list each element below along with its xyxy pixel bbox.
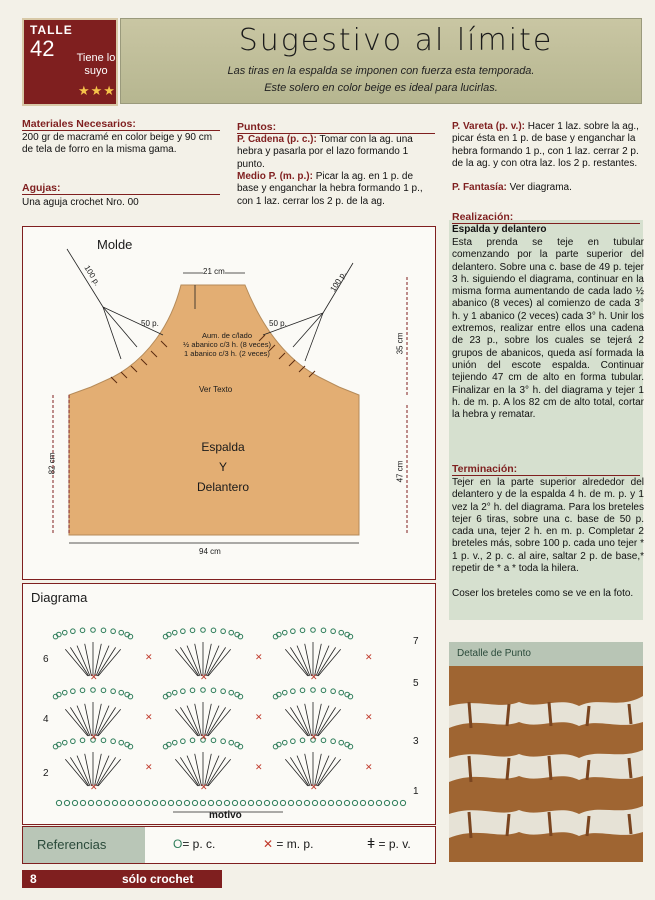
chain-stitch bbox=[224, 800, 229, 805]
chain-stitch bbox=[181, 739, 186, 744]
realization-title: Realización: bbox=[452, 211, 514, 223]
pattern-drawing bbox=[23, 227, 435, 579]
increase-note: Aum. de c/lado ½ abanico c/3 h. (8 veces) 1 abanico c/3 h. (2 veces) bbox=[183, 331, 271, 358]
single-crochet: ✕ bbox=[90, 732, 98, 742]
chain-stitch bbox=[80, 738, 85, 743]
chain-stitch bbox=[344, 800, 349, 805]
chain-stitch bbox=[80, 688, 85, 693]
chain-stitch bbox=[172, 690, 177, 695]
chain-stitch bbox=[311, 688, 316, 693]
total-height-label: 82 cm bbox=[47, 452, 57, 475]
finishing-text: Tejer en la parte superior alrededor del delantero y de la espalda 4 h. de m. p. y 1 vez la 2° h. del diagrama. Para los breteles tejer 6 tiras, sobre una c. base de 50 p. cada una, tejer 2 h. en m. p. Completar 2 breteles más, sobre 100 p. cada uno tejer * 1 p. v., 2 p. c. al aire, saltar 2 p. de base,* repetir de * a * toda la hilera. bbox=[452, 477, 644, 575]
chain-stitch bbox=[112, 800, 117, 805]
chain-stitch bbox=[190, 628, 195, 633]
chain-stitch bbox=[136, 800, 141, 805]
chain-stitch bbox=[331, 629, 336, 634]
realization-subtitle: Espalda y delantero bbox=[452, 224, 547, 235]
row-1: 1 bbox=[413, 786, 419, 797]
finishing-title: Terminación: bbox=[452, 463, 518, 475]
chain-stitch bbox=[240, 800, 245, 805]
chain-stitch bbox=[229, 630, 234, 635]
materials-text: 200 gr de macramé en color beige y 90 cm de tela de forro en la misma gama. bbox=[22, 132, 213, 156]
single-crochet: ✕ bbox=[145, 712, 153, 722]
strap-50-left: 50 p. bbox=[141, 319, 159, 328]
lower-height-label: 47 cm bbox=[395, 460, 405, 483]
chain-stitch bbox=[71, 689, 76, 694]
chain-stitch bbox=[328, 800, 333, 805]
chain-stitch bbox=[71, 739, 76, 744]
chain-stitch bbox=[101, 738, 106, 743]
chain-stitch bbox=[282, 740, 287, 745]
chain-stitch bbox=[282, 630, 287, 635]
see-text-label: Ver Texto bbox=[199, 385, 233, 394]
chain-stitch bbox=[300, 738, 305, 743]
chain-stitch bbox=[300, 628, 305, 633]
chain-stitch bbox=[152, 800, 157, 805]
chain-stitch bbox=[376, 800, 381, 805]
single-crochet: ✕ bbox=[365, 712, 373, 722]
strap-50-right: 50 p. bbox=[269, 319, 287, 328]
subtitle-line-2: Este solero en color beige es ideal para lucirlas. bbox=[264, 82, 498, 94]
chain-stitch bbox=[280, 800, 285, 805]
motif-label: motivo bbox=[209, 810, 242, 821]
single-crochet: ✕ bbox=[365, 762, 373, 772]
single-crochet: ✕ bbox=[200, 782, 208, 792]
page-number: 8 bbox=[30, 872, 37, 886]
chain-stitch bbox=[111, 689, 116, 694]
chain-stitch bbox=[201, 688, 206, 693]
chain-stitch bbox=[111, 739, 116, 744]
size-number: 42 bbox=[30, 36, 55, 61]
detail-label-bar bbox=[449, 642, 643, 666]
chain-stitch bbox=[392, 800, 397, 805]
chain-stitch bbox=[232, 800, 237, 805]
chain-stitch bbox=[400, 800, 405, 805]
chain-stitch bbox=[192, 800, 197, 805]
chain-stitch bbox=[128, 800, 133, 805]
size-label: TALLE bbox=[30, 23, 73, 37]
stitch-detail-photo bbox=[449, 642, 643, 862]
chain-stitch bbox=[62, 740, 67, 745]
chain-stitch bbox=[119, 690, 124, 695]
chain-stitch bbox=[120, 800, 125, 805]
single-crochet: ✕ bbox=[255, 652, 263, 662]
chain-stitch bbox=[208, 800, 213, 805]
chain-stitch bbox=[264, 800, 269, 805]
chain-stitch bbox=[181, 629, 186, 634]
chain-stitch bbox=[296, 800, 301, 805]
chain-stitch bbox=[62, 630, 67, 635]
chain-stitch bbox=[272, 800, 277, 805]
materials-title: Materiales Necesarios: bbox=[22, 118, 136, 130]
chain-stitch bbox=[181, 689, 186, 694]
stitch-diagram-box bbox=[22, 583, 436, 825]
legend-title-box bbox=[23, 827, 145, 863]
single-crochet: ✕ bbox=[145, 762, 153, 772]
chain-stitch bbox=[111, 629, 116, 634]
strap-label-left: 100 p. bbox=[82, 263, 102, 288]
chain-stitch bbox=[91, 688, 96, 693]
chain-stitch bbox=[56, 800, 61, 805]
chain-stitch bbox=[80, 628, 85, 633]
single-crochet: ✕ bbox=[310, 782, 318, 792]
needles-text: Una aguja crochet Nro. 00 bbox=[22, 197, 139, 208]
single-crochet: ✕ bbox=[365, 652, 373, 662]
chain-stitch bbox=[211, 688, 216, 693]
diagram-title: Diagrama bbox=[31, 590, 88, 605]
needles-title: Agujas: bbox=[22, 182, 61, 194]
chain-stitch bbox=[229, 690, 234, 695]
chain-stitch bbox=[339, 630, 344, 635]
page-footer bbox=[22, 870, 222, 888]
chain-stitch bbox=[331, 689, 336, 694]
title-banner bbox=[120, 18, 642, 104]
legend-title: Referencias bbox=[37, 837, 107, 852]
stitch-diagram bbox=[23, 584, 435, 824]
chain-stitch bbox=[200, 800, 205, 805]
chain-stitch bbox=[304, 800, 309, 805]
chain-stitch bbox=[331, 739, 336, 744]
top-width-label: 21 cm bbox=[203, 267, 225, 276]
magazine-name: sólo crochet bbox=[122, 872, 194, 886]
finishing-text-2: Coser los breteles como se ve en la foto. bbox=[452, 588, 634, 599]
chain-stitch bbox=[300, 688, 305, 693]
chain-stitch bbox=[62, 690, 67, 695]
chain-stitch bbox=[172, 630, 177, 635]
page-title: Sugestivo al límite bbox=[238, 23, 554, 58]
chain-stitch bbox=[311, 628, 316, 633]
chain-stitch bbox=[190, 738, 195, 743]
chain-stitch bbox=[119, 740, 124, 745]
chain-stitch bbox=[96, 800, 101, 805]
chain-stitch bbox=[80, 800, 85, 805]
chain-stitch bbox=[221, 739, 226, 744]
chain-stitch bbox=[216, 800, 221, 805]
chain-stitch bbox=[352, 800, 357, 805]
chain-stitch bbox=[384, 800, 389, 805]
chain-stitch bbox=[72, 800, 77, 805]
legend-chain: O= p. c. bbox=[173, 837, 216, 851]
chain-stitch bbox=[321, 628, 326, 633]
chain-stitch bbox=[144, 800, 149, 805]
chain-stitch bbox=[101, 628, 106, 633]
chain-stitch bbox=[282, 690, 287, 695]
chain-stitch bbox=[211, 628, 216, 633]
chain-stitch bbox=[176, 800, 181, 805]
chain-stitch bbox=[160, 800, 165, 805]
single-crochet: ✕ bbox=[145, 652, 153, 662]
chain-stitch bbox=[172, 740, 177, 745]
chain-stitch bbox=[336, 800, 341, 805]
chain-stitch bbox=[201, 628, 206, 633]
difficulty-text: Tiene lo suyo bbox=[76, 52, 116, 77]
chain-stitch bbox=[119, 630, 124, 635]
legend-bar bbox=[22, 826, 436, 864]
chain-stitch bbox=[248, 800, 253, 805]
chain-stitch bbox=[104, 800, 109, 805]
single-crochet: ✕ bbox=[200, 732, 208, 742]
pattern-box bbox=[22, 226, 436, 580]
chain-stitch bbox=[368, 800, 373, 805]
chain-stitch bbox=[229, 740, 234, 745]
single-crochet: ✕ bbox=[255, 712, 263, 722]
legend-double: ǂ = p. v. bbox=[367, 835, 411, 851]
chain-stitch bbox=[256, 800, 261, 805]
chain-stitch bbox=[221, 629, 226, 634]
row-5: 5 bbox=[413, 678, 419, 689]
chain-stitch bbox=[288, 800, 293, 805]
stitch-vareta: P. Vareta (p. v.): Hacer 1 laz. sobre la ag., picar ésta en 1 p. de base y enganchar la hebra formando 1 p., con 1 laz. cerrar 2 p. de la ag. y con otra laz. los 2 p. restantes. bbox=[452, 121, 639, 169]
chain-stitch bbox=[221, 689, 226, 694]
chain-stitch bbox=[321, 688, 326, 693]
subtitle-line-1: Las tiras en la espalda se imponen con fuerza esta temporada. bbox=[227, 65, 535, 77]
bottom-width-label: 94 cm bbox=[199, 547, 221, 556]
chain-stitch bbox=[190, 688, 195, 693]
single-crochet: ✕ bbox=[310, 672, 318, 682]
detail-title: Detalle de Punto bbox=[457, 648, 531, 659]
row-7: 7 bbox=[413, 636, 419, 647]
chain-stitch bbox=[320, 800, 325, 805]
stitch-medio: Medio P. (m. p.): Picar la ag. en 1 p. de base y enganchar la hebra formando 1 p., con 1 laz. cerrar los 2 p. de la ag. bbox=[237, 171, 423, 207]
pattern-title: Molde bbox=[97, 237, 133, 252]
chain-stitch bbox=[291, 689, 296, 694]
chain-stitch bbox=[64, 800, 69, 805]
difficulty-stars: ★★★ bbox=[78, 83, 116, 98]
single-crochet: ✕ bbox=[200, 672, 208, 682]
crochet-photo bbox=[449, 666, 643, 862]
stitch-cadena: P. Cadena (p. c.): Tomar con la ag. una hebra y pasarla por el lazo formando 1 punto. bbox=[237, 134, 413, 170]
chain-stitch bbox=[339, 740, 344, 745]
row-2: 2 bbox=[43, 768, 49, 779]
chain-stitch bbox=[101, 688, 106, 693]
chain-stitch bbox=[339, 690, 344, 695]
chain-stitch bbox=[360, 800, 365, 805]
chain-stitch bbox=[71, 629, 76, 634]
stitches-title: Puntos: bbox=[237, 121, 277, 133]
chain-stitch bbox=[91, 628, 96, 633]
chain-stitch bbox=[184, 800, 189, 805]
single-crochet: ✕ bbox=[255, 762, 263, 772]
realization-text: Esta prenda se teje en tubular comenzando por la parte superior del delantero. Sobre una c. base de 49 p. tejer 3 h. siguiendo el diagrama, continuar en la misma forma aumentando de cada lado ½ abanico (8 veces) al comienzo de cada 3° h. y 1 abanico (2 veces) cada 3° h. Unir los extremos, realizar entre ellos una cadena de 23 p., sobre los cuales se tejerá 2 grupos de abanicos, queda así formada la unión del escote espalda. Continuar tejiendo 47 cm de alto en forma tubular. Finalizar en la 3° h. del diagrama y tejer 1 h. de m. p. A los 82 cm de alto total, cortar la hebra y rematar. bbox=[452, 237, 644, 421]
chain-stitch bbox=[211, 738, 216, 743]
chain-stitch bbox=[168, 800, 173, 805]
chain-stitch bbox=[88, 800, 93, 805]
single-crochet: ✕ bbox=[90, 782, 98, 792]
strap-label-right: 100 p. bbox=[328, 269, 348, 294]
stitch-fantasia: P. Fantasía: Ver diagrama. bbox=[452, 182, 572, 193]
body-label: Espalda Y Delantero bbox=[196, 440, 250, 494]
chain-stitch bbox=[321, 738, 326, 743]
row-4: 4 bbox=[43, 714, 49, 725]
single-crochet: ✕ bbox=[90, 672, 98, 682]
row-3: 3 bbox=[413, 736, 419, 747]
single-crochet: ✕ bbox=[310, 732, 318, 742]
chain-stitch bbox=[291, 739, 296, 744]
chain-stitch bbox=[291, 629, 296, 634]
chain-stitch bbox=[312, 800, 317, 805]
size-badge bbox=[22, 18, 118, 106]
row-6: 6 bbox=[43, 654, 49, 665]
upper-height-label: 35 cm bbox=[395, 332, 405, 355]
legend-single: ✕ = m. p. bbox=[263, 837, 314, 851]
